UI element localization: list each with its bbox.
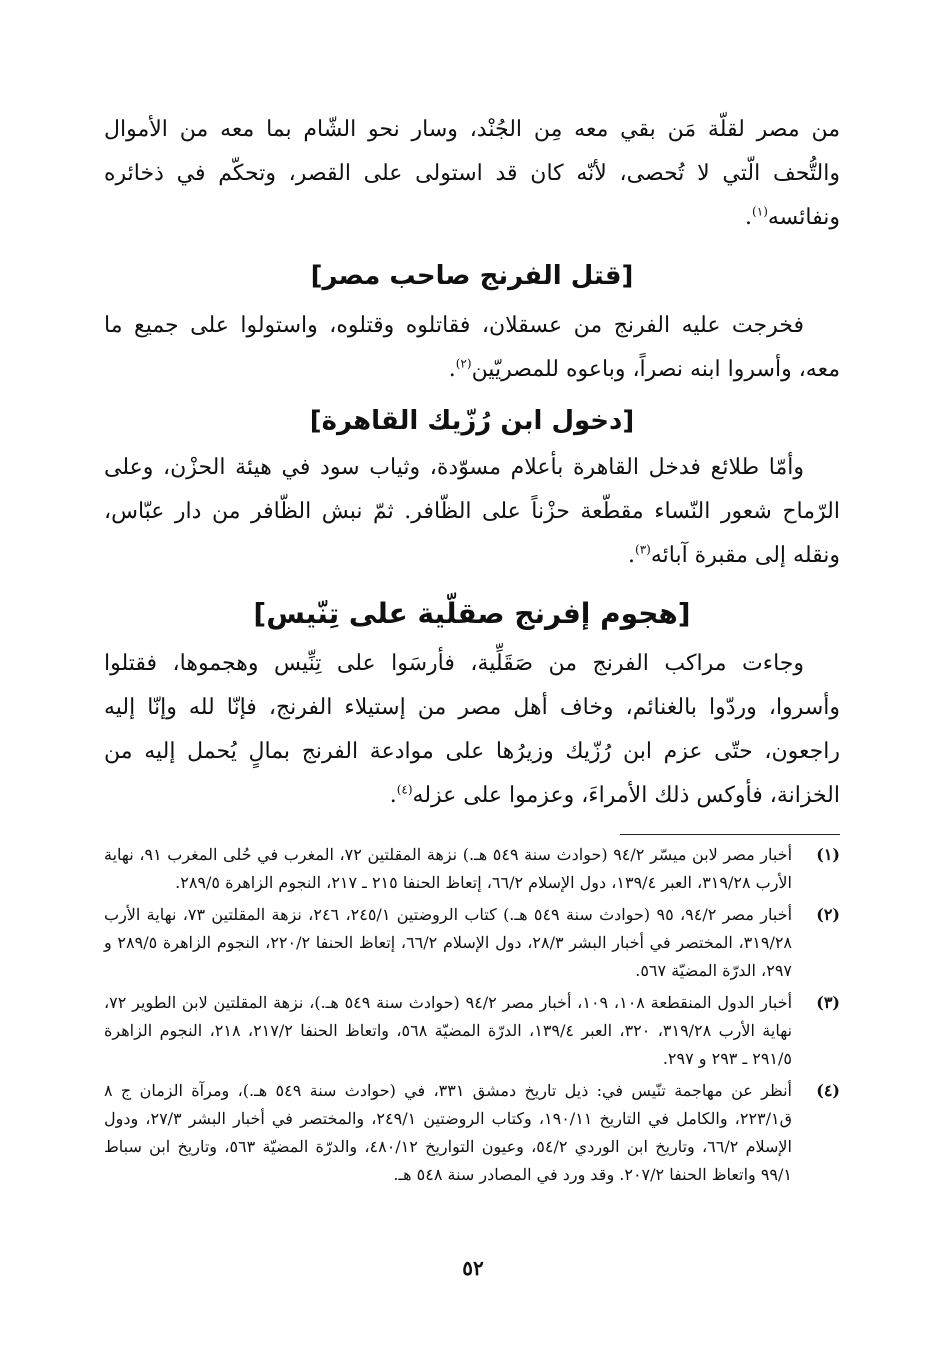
paragraph-3-text: وأمّا طلائع فدخل القاهرة بأعلام مسوّدة، وثياب سود في هيئة الحزْن، وعلى الرّماح شعور النّساء مقطّعة حزْناً على الظّافر. ثمّ نبش الظّافر من دار عبّاس، ونقله إلى مقبرة آبائه [104,455,840,568]
paragraph-1-text: من مصر لقلّة مَن بقي معه مِن الجُنْد، وسار نحو الشّام بما معه من الأموال والتُّحف الّتي لا تُحصى، لأنّه كان قد استولى على القصر، وتحكّم في ذخائره ونفائسه [104,117,840,230]
heading-franks-kill-ruler: [قتل الفرنج صاحب مصر] [310,261,634,291]
footnote-divider [620,834,840,835]
footnote-ref-3: (٣) [635,542,651,557]
footnote-item [104,1077,840,1189]
footnote-number: (٢) [816,905,840,924]
paragraph-3 [104,446,840,578]
footnote-item [104,989,840,1073]
footnote-ref-4: (٤) [396,782,413,797]
footnote-number: (٣) [816,993,840,1012]
footnote-item [104,901,840,985]
paragraph-4-text: وجاءت مراكب الفرنج من صَقَلِّية، فأرسَوا على تِنِّيس وهجموها، فقتلوا وأسروا، وردّوا بالغنائم، وخاف أهل مصر من إستيلاء الفرنج، فإنّا لله وإنّا إليه راجعون، حتّى عزم ابن رُزّيك وزيرُها على موادعة الفرنج بمالٍ يُحمل إليه من الخزانة، فأوكس ذلك الأمراءَ، وعزموا على عزله [104,651,840,808]
heading-ibn-ruzzik-enters-cairo: [دخول ابن رُزّيك القاهرة] [309,406,635,436]
paragraph-4-end: . [389,783,397,808]
paragraph-4 [104,642,840,818]
paragraph-3-end: . [628,543,635,568]
footnote-text: أخبار مصر ٩٤/٢، ٩٥ (حوادث سنة ٥٤٩ هـ.) كتاب الروضتين ٢٤٥/١، ٢٤٦، نزهة المقلتين ٧٣، نهاية الأرب ٣١٩/٢٨، المختصر في أخبار البشر ٢٨/٣، دول الإسلام ٦٦/٢، إتعاظ الحنفا ٢٢٠/٢، النجوم الزاهرة ٢٨٩/٥ و ٢٩٧، الدرّة المضيّة ٥٦٧. [104,905,793,980]
heading-sicilian-franks-attack-tinnis: [هجوم إفرنج صقلّية على تِنّيس] [253,597,691,630]
page-number: ٥٢ [462,1256,484,1280]
footnote-text: أخبار الدول المنقطعة ١٠٨، ١٠٩، أخبار مصر ٩٤/٢ (حوادث سنة ٥٤٩ هـ.)، نزهة المقلتين لابن الطوير ٧٢، نهاية الأرب ٣١٩/٢٨، ٣٢٠، العبر ١٣٩/٤، الدرّة المضيّة ٥٦٨، واتعاظ الحنفا ٢١٧/٢، ٢١٨، النجوم الزاهرة ٢٩١/٥ ـ ٢٩٣ و ٢٩٧. [104,993,793,1068]
footnote-number: (١) [816,845,840,864]
paragraph-2-end: . [448,357,456,382]
paragraph-1-end: . [745,205,753,230]
footnote-text: أنظر عن مهاجمة تنّيس في: ذيل تاريخ دمشق ٣٣١، في (حوادث سنة ٥٤٩ هـ.)، ومرآة الزمان ج ٨ ق٢٢٣/١، والكامل في التاريخ ١٩٠/١١، وكتاب الروضتين ٢٤٩/١، والمختصر في أخبار البشر ٢٧/٣، ودول الإسلام ٦٦/٢، وتاريخ ابن الوردي ٥٤/٢، وعيون التواريخ ٤٨٠/١٢، والدرّة المضيّة ٥٦٣، وتاريخ ابن سباط ٩٩/١ واتعاظ الحنفا ٢٠٧/٢. وقد ورد في المصادر سنة ٥٤٨ هـ. [104,1081,793,1184]
footnote-text: أخبار مصر لابن ميسّر ٩٤/٢ (حوادث سنة ٥٤٩ هـ.) نزهة المقلتين ٧٢، المغرب في حُلى المغرب ٩١، نهاية الأرب ٣١٩/٢٨، العبر ١٣٩/٤، دول الإسلام ٦٦/٢، إتعاظ الحنفا ٢١٥ ـ ٢١٧، النجوم الزاهرة ٢٨٩/٥. [104,845,793,892]
footnotes [104,841,840,1189]
page-body [104,108,840,1193]
footnote-ref-2: (٢) [455,356,472,371]
footnote-ref-1: (١) [752,204,768,219]
paragraph-1 [104,108,840,240]
footnote-number: (٤) [816,1081,840,1100]
footnote-item [104,841,840,897]
paragraph-2 [104,304,840,392]
paragraph-2-text: فخرجت عليه الفرنج من عسقلان، فقاتلوه وقتلوه، واستولوا على جميع ما معه، وأسروا ابنه نصراً، وباعوه للمصريّين [104,313,840,382]
